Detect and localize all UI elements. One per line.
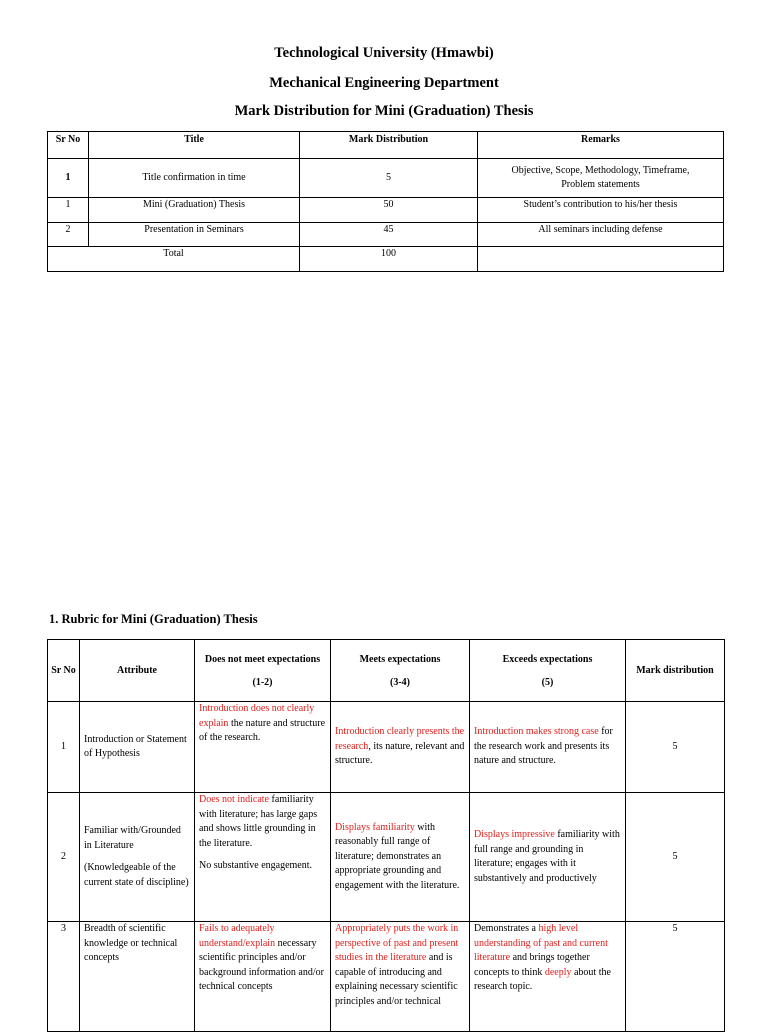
col-header-does-not-meet [195,640,331,702]
cell-attribute: Introduction or Statement of Hypothesis [80,702,195,793]
table-header-row [48,132,724,159]
document-title: Mark Distribution for Mini (Graduation) Thesis [234,103,534,119]
meets-label: Meets expectations [359,653,441,665]
cell-mark: 5 [626,793,725,922]
col-header-mark: Mark Distribution [300,132,478,159]
does-not-meet-range: (1-2) [252,676,273,688]
col-header-sr: Sr No [48,132,89,159]
mark-distribution-table [47,131,724,272]
cell-mark: 5 [626,702,725,793]
cell-mark: 45 [300,223,478,247]
col-header-exceeds [470,640,626,702]
attribute-note: (Knowledgeable of the current state of discipline) [84,862,189,888]
cell-sr: 2 [48,223,89,247]
cell-title: Presentation in Seminars [89,223,300,247]
cell-exceeds: Demonstrates a high level understanding of past and current literature and brings together concepts to think deeply about the research topic. [470,922,626,1032]
cell-remarks: All seminars including defense [478,223,724,247]
total-mark: 100 [300,247,478,272]
cell-mark: 50 [300,198,478,223]
exceeds-range: (5) [541,676,554,688]
cell-meets: Introduction clearly presents the research, its nature, relevant and structure. [331,702,470,793]
rubric-table [47,639,725,1032]
cell-remarks: Objective, Scope, Methodology, Timeframe, Problem statements [478,159,724,198]
col-header-mark: Mark distribution [626,640,725,702]
cell-title: Mini (Graduation) Thesis [89,198,300,223]
rubric-section-title: 1. Rubric for Mini (Graduation) Thesis [49,612,258,626]
col-header-meets [331,640,470,702]
rubric-header-row [48,640,725,702]
rubric-row [48,922,725,1032]
col-header-attribute: Attribute [80,640,195,702]
university-title: Technological University (Hmawbi) [274,45,494,61]
cell-sr: 3 [48,922,80,1032]
cell-meets: Appropriately puts the work in perspective of past and present studies in the literature and is capable of introducing and explaining necessary scientific principles and/or technical [331,922,470,1032]
table-row [48,198,724,223]
cell-does-not-meet: Introduction does not clearly explain the nature and structure of the research. [195,702,331,793]
cell-attribute: Breadth of scientific knowledge or technical concepts [80,922,195,1032]
cell-sr: 1 [48,159,89,198]
cell-mark: 5 [626,922,725,1032]
meets-range: (3-4) [390,676,410,688]
cell-does-not-meet: Fails to adequately understand/explain necessary scientific principles and/or background information and/or technical concepts [195,922,331,1032]
cell-sr: 1 [48,702,80,793]
cell-sr: 2 [48,793,80,922]
total-label: Total [48,247,300,272]
total-row [48,247,724,272]
cell-title: Title confirmation in time [89,159,300,198]
rubric-row [48,793,725,922]
exceeds-label: Exceeds expectations [502,653,593,665]
department-title: Mechanical Engineering Department [269,75,499,91]
does-not-meet-label: Does not meet expectations [204,653,321,665]
table-row [48,159,724,198]
rubric-row [48,702,725,793]
cell-mark: 5 [300,159,478,198]
cell-exceeds: Introduction makes strong case for the research work and presents its nature and structure. [470,702,626,793]
cell-remarks: Student’s contribution to his/her thesis [478,198,724,223]
col-header-title: Title [89,132,300,159]
table-row [48,223,724,247]
total-remarks [478,247,724,272]
cell-attribute [80,793,195,922]
attribute-label: Familiar with/Grounded in Literature [84,825,181,851]
col-header-sr: Sr No [48,640,80,702]
cell-does-not-meet: Does not indicate familiarity with literature; has large gaps and shows little grounding in the literature. No substantive engagement. [195,793,331,922]
cell-exceeds: Displays impressive familiarity with full range and grounding in literature; engages with it substantively and productively [470,793,626,922]
cell-meets: Displays familiarity with reasonably full range of literature; demonstrates an appropriate grounding and engagement with the literature. [331,793,470,922]
col-header-remarks: Remarks [478,132,724,159]
cell-sr: 1 [48,198,89,223]
